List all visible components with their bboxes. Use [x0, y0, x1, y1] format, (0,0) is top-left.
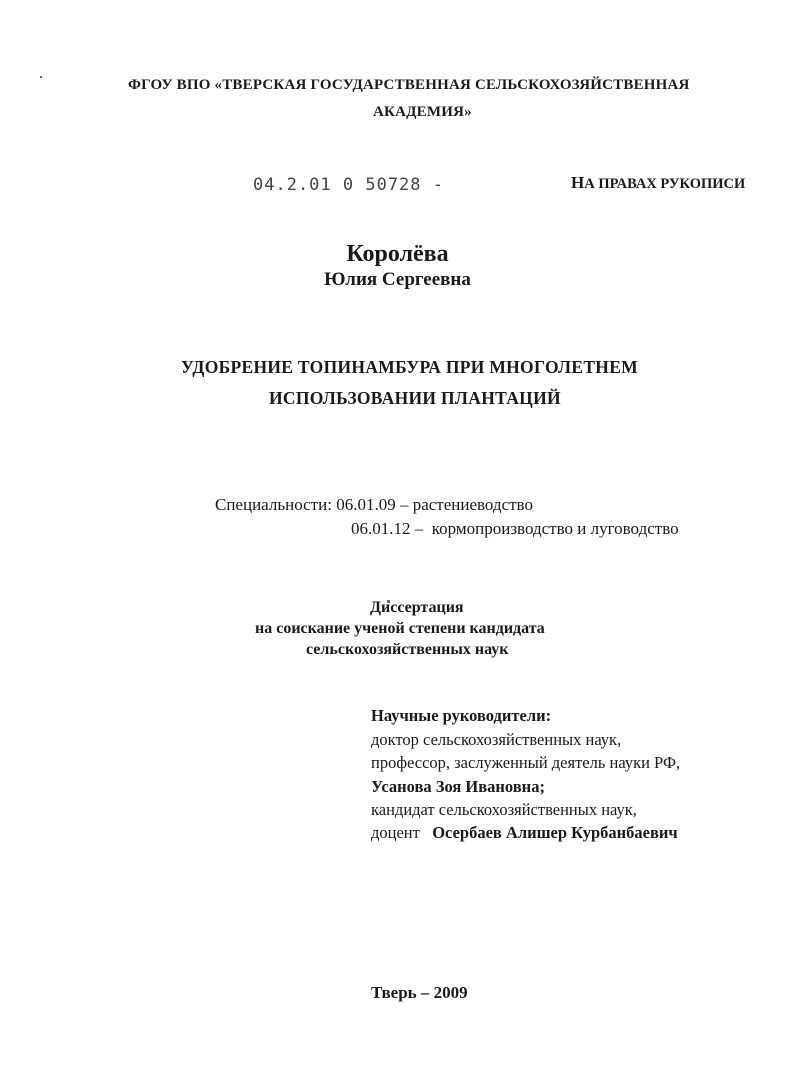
manuscript-rights-initial: Н [571, 173, 585, 192]
supervisor-2-degree: кандидат сельскохозяйственных наук, [371, 800, 637, 819]
city-year: Тверь – 2009 [371, 983, 468, 1002]
specialties-label: Специальности: [215, 495, 332, 514]
organization-line-1: ФГОУ ВПО «ТВЕРСКАЯ ГОСУДАРСТВЕННАЯ СЕЛЬСКОХОЗЯЙСТВЕННАЯ [128, 77, 690, 93]
specialty-name: растениеводство [412, 495, 533, 514]
specialty-separator: – [414, 519, 424, 538]
supervisor-1-degree: доктор сельскохозяйственных наук, [371, 730, 622, 749]
organization-line-2: АКАДЕМИЯ» [373, 104, 472, 120]
specialty-name: кормопроизводство и луговодство [431, 519, 679, 538]
dissertation-field: сельскохозяйственных наук [306, 641, 509, 658]
thesis-title-line-2: ИСПОЛЬЗОВАНИИ ПЛАНТАЦИЙ [269, 388, 561, 408]
registration-code: 04.2.01 0 50728 - [253, 175, 444, 195]
supervisor-2-name: Осербаев Алишер Курбанбаевич [432, 823, 678, 842]
specialty-code: 06.01.09 [336, 495, 396, 514]
specialty-row-1 [215, 495, 533, 515]
manuscript-rights-rest: А ПРАВАХ РУКОПИСИ [584, 176, 746, 192]
specialty-row-2 [351, 519, 679, 539]
supervisor-1-name: Усанова Зоя Ивановна; [371, 777, 545, 796]
dissertation-heading: Диссертация [370, 599, 464, 616]
supervisor-2-line [371, 823, 678, 843]
supervisors-heading: Научные руководители: [371, 706, 552, 725]
author-given-names: Юлия Сергеевна [324, 269, 471, 290]
manuscript-rights [571, 173, 745, 193]
scan-speck [40, 76, 42, 78]
dissertation-degree: на соискание ученой степени кандидата [255, 620, 545, 637]
supervisor-1-title: профессор, заслуженный деятель науки РФ, [371, 753, 681, 772]
specialty-separator: – [399, 495, 409, 514]
thesis-title-line-1: УДОБРЕНИЕ ТОПИНАМБУРА ПРИ МНОГОЛЕТНЕМ [181, 357, 638, 377]
author-surname: Королёва [346, 241, 449, 267]
supervisor-2-position: доцент [371, 823, 420, 842]
specialty-code: 06.01.12 [351, 519, 411, 538]
